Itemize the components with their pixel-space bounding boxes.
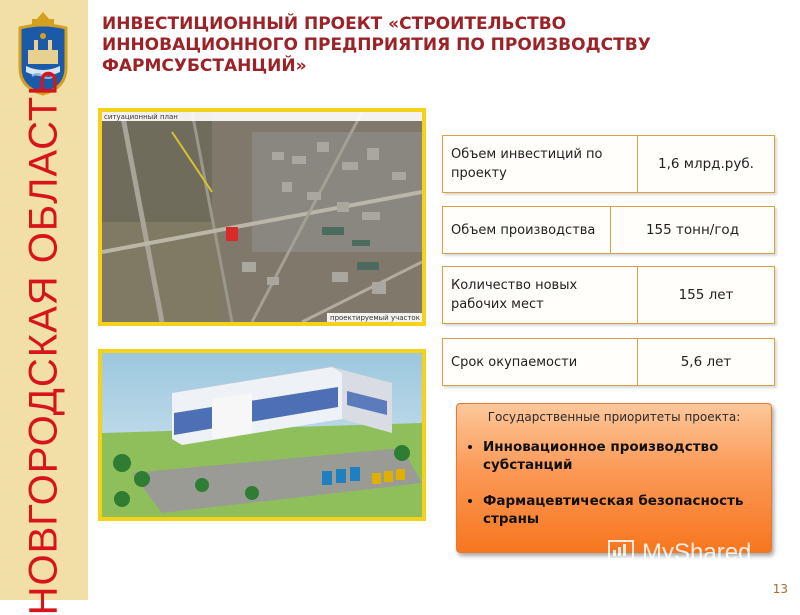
map-caption-top: ситуационный план bbox=[104, 113, 178, 121]
stat-label: Срок окупаемости bbox=[443, 339, 638, 385]
list-item: • Инновационное производство субстанций bbox=[483, 438, 761, 474]
stat-row-investment bbox=[442, 135, 775, 193]
presentation-icon bbox=[606, 538, 636, 568]
stat-row-new-jobs bbox=[442, 266, 775, 324]
stat-label: Объем производства bbox=[443, 207, 611, 253]
map-caption-bottom: проектируемый участок bbox=[330, 314, 420, 322]
page-number: 13 bbox=[772, 582, 788, 596]
priorities-title: Государственные приоритеты проекта: bbox=[487, 410, 741, 424]
stat-row-payback bbox=[442, 338, 775, 386]
title-line: ФАРМСУБСТАНЦИЙ» bbox=[102, 56, 307, 76]
sidebar bbox=[0, 0, 88, 615]
title-line: ИННОВАЦИОННОГО ПРЕДПРИЯТИЯ ПО ПРОИЗВОДСТВУ bbox=[102, 35, 651, 55]
stat-value: 155 лет bbox=[678, 287, 734, 303]
situation-map-image bbox=[98, 108, 426, 326]
stat-value: 5,6 лет bbox=[680, 354, 732, 370]
region-vertical-title: НОВГОРОДСКАЯ ОБЛАСТЬ bbox=[21, 68, 66, 615]
priorities-box bbox=[456, 403, 772, 553]
factory-render-image bbox=[98, 349, 426, 521]
list-item: • Фармацевтическая безопасность страны bbox=[483, 492, 761, 528]
watermark bbox=[606, 536, 776, 570]
stat-value: 1,6 млрд.руб. bbox=[658, 156, 754, 172]
page-title bbox=[102, 14, 762, 77]
watermark-text: MyShared bbox=[642, 539, 752, 566]
stat-row-production bbox=[442, 206, 775, 254]
title-line: ИНВЕСТИЦИОННЫЙ ПРОЕКТ «СТРОИТЕЛЬСТВО bbox=[102, 14, 567, 34]
priorities-list bbox=[467, 438, 761, 528]
stat-label: Объем инвестиций по проекту bbox=[443, 136, 638, 192]
stat-label: Количество новых рабочих мест bbox=[443, 267, 638, 323]
stat-value: 155 тонн/год bbox=[645, 222, 740, 238]
